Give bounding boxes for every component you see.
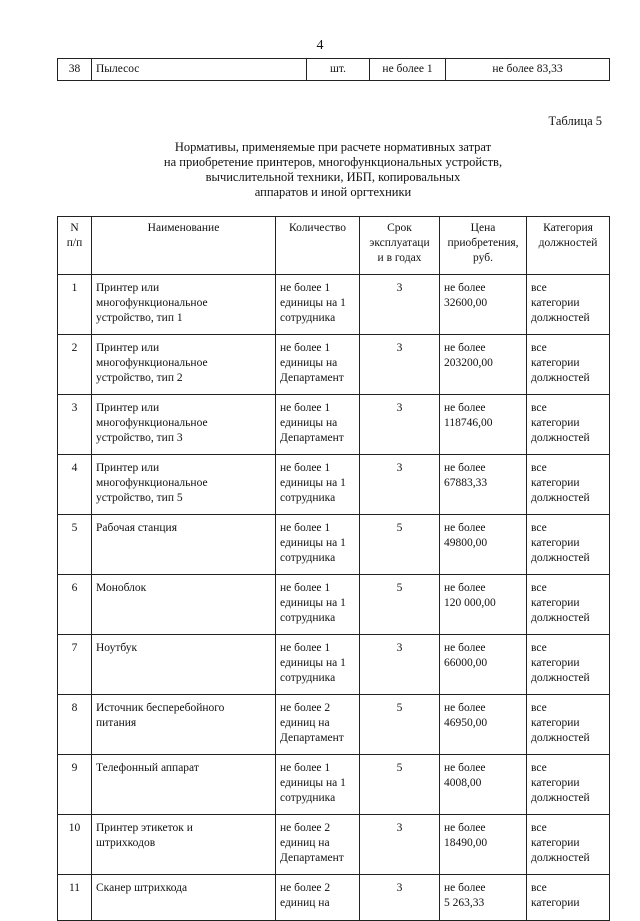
- item-price: не более 83,33: [446, 59, 610, 81]
- title-line: вычислительной техники, ИБП, копировальных: [205, 170, 461, 184]
- header-line: Срок: [387, 222, 412, 234]
- table-row: [58, 59, 610, 81]
- row-number: 5: [58, 515, 92, 575]
- item-category-line: должностей: [531, 792, 590, 804]
- header-term: [360, 217, 440, 275]
- item-term: 5: [360, 575, 440, 635]
- header-line: Наименование: [147, 222, 220, 234]
- item-category-line: должностей: [531, 432, 590, 444]
- row-number: 2: [58, 335, 92, 395]
- item-category: [527, 755, 610, 815]
- item-category-line: должностей: [531, 672, 590, 684]
- item-name: [92, 515, 276, 575]
- item-quantity-line: единицы на 1: [280, 297, 346, 309]
- item-quantity-line: не более 1: [280, 582, 331, 594]
- item-quantity-line: не более 1: [280, 282, 331, 294]
- item-category: [527, 515, 610, 575]
- item-name-line: Ноутбук: [96, 642, 138, 654]
- item-unit: шт.: [307, 59, 370, 81]
- item-name-line: устройство, тип 2: [96, 372, 183, 384]
- item-price: [440, 695, 527, 755]
- item-quantity: [276, 755, 360, 815]
- header-line: Цена: [470, 222, 496, 234]
- item-quantity-line: единицы на 1: [280, 477, 346, 489]
- title-line: на приобретение принтеров, многофункциональных устройств,: [163, 155, 503, 169]
- item-quantity: [276, 695, 360, 755]
- item-name: [92, 575, 276, 635]
- item-term: 3: [360, 455, 440, 515]
- table-header-row: [58, 217, 610, 275]
- item-name-line: Источник бесперебойного: [96, 702, 225, 714]
- item-quantity-line: единицы на: [280, 417, 338, 429]
- item-price-line: не более: [444, 762, 486, 774]
- header-line: эксплуатаци: [369, 237, 430, 249]
- row-number: 11: [58, 875, 92, 921]
- title-line: аппаратов и иной оргтехники: [254, 185, 412, 199]
- item-name: [92, 335, 276, 395]
- item-quantity-line: не более 1: [280, 522, 331, 534]
- item-name-line: Принтер или: [96, 282, 160, 294]
- item-category-line: должностей: [531, 732, 590, 744]
- header-line: приобретения,: [447, 237, 519, 249]
- item-name-line: Сканер штрихкода: [96, 882, 188, 894]
- item-quantity-line: сотрудника: [280, 792, 336, 804]
- item-name-line: многофункциональное: [96, 417, 208, 429]
- item-quantity-line: не более 1: [280, 762, 331, 774]
- item-price: [440, 335, 527, 395]
- item-price: [440, 875, 527, 921]
- header-line: Категория: [543, 222, 593, 234]
- item-category-line: категории: [531, 777, 580, 789]
- table-row: [58, 695, 610, 755]
- header-line: Количество: [289, 222, 346, 234]
- item-quantity: [276, 515, 360, 575]
- item-name: [92, 815, 276, 875]
- item-name-line: Принтер этикеток и: [96, 822, 193, 834]
- item-name: Пылесос: [92, 59, 307, 81]
- item-category-line: все: [531, 462, 547, 474]
- row-number: 38: [58, 59, 92, 81]
- item-price-line: 5 263,33: [444, 897, 485, 909]
- table-row: [58, 875, 610, 921]
- item-price-line: не более: [444, 522, 486, 534]
- item-name-line: устройство, тип 3: [96, 432, 183, 444]
- item-name: [92, 695, 276, 755]
- item-price-line: 66000,00: [444, 657, 488, 669]
- item-category: [527, 395, 610, 455]
- table-label: Таблица 5: [548, 114, 602, 128]
- header-line: должностей: [538, 237, 598, 249]
- item-price: [440, 575, 527, 635]
- item-category: [527, 695, 610, 755]
- item-name-line: Принтер или: [96, 462, 160, 474]
- item-price-line: 118746,00: [444, 417, 493, 429]
- header-line: руб.: [473, 252, 493, 264]
- item-category: [527, 875, 610, 921]
- header-quantity: [276, 217, 360, 275]
- item-quantity-line: не более 2: [280, 882, 331, 894]
- item-name: [92, 455, 276, 515]
- item-quantity: [276, 395, 360, 455]
- item-name: [92, 395, 276, 455]
- item-price-line: 120 000,00: [444, 597, 496, 609]
- item-quantity: [276, 815, 360, 875]
- item-name-line: Моноблок: [96, 582, 147, 594]
- item-price: [440, 635, 527, 695]
- item-category-line: категории: [531, 417, 580, 429]
- item-term: 3: [360, 335, 440, 395]
- item-price: [440, 815, 527, 875]
- item-price-line: 67883,33: [444, 477, 488, 489]
- row-number: 7: [58, 635, 92, 695]
- item-price-line: не более: [444, 582, 486, 594]
- item-price-line: не более: [444, 462, 486, 474]
- item-category-line: должностей: [531, 492, 590, 504]
- item-term: 5: [360, 755, 440, 815]
- item-category-line: все: [531, 702, 547, 714]
- item-quantity: [276, 455, 360, 515]
- item-quantity-line: не более 1: [280, 642, 331, 654]
- item-name: [92, 635, 276, 695]
- item-quantity-line: Департамент: [280, 432, 344, 444]
- item-category: [527, 635, 610, 695]
- row-number: 6: [58, 575, 92, 635]
- item-quantity-line: сотрудника: [280, 552, 336, 564]
- item-category-line: категории: [531, 717, 580, 729]
- item-name: [92, 875, 276, 921]
- item-name-line: многофункциональное: [96, 357, 208, 369]
- item-quantity-line: единицы на: [280, 357, 338, 369]
- item-category: [527, 455, 610, 515]
- item-name-line: питания: [96, 717, 137, 729]
- item-price: [440, 755, 527, 815]
- header-line: N: [70, 222, 79, 234]
- item-price: [440, 515, 527, 575]
- item-quantity-line: сотрудника: [280, 612, 336, 624]
- item-category: [527, 275, 610, 335]
- row-number: 9: [58, 755, 92, 815]
- item-name-line: штрихкодов: [96, 837, 156, 849]
- item-price-line: 32600,00: [444, 297, 488, 309]
- item-name-line: многофункциональное: [96, 477, 208, 489]
- item-category-line: категории: [531, 477, 580, 489]
- item-quantity-line: Департамент: [280, 732, 344, 744]
- item-category-line: все: [531, 282, 547, 294]
- table-row: [58, 515, 610, 575]
- table-row: [58, 275, 610, 335]
- header-number: [58, 217, 92, 275]
- item-quantity-line: не более 1: [280, 402, 331, 414]
- item-price-line: не более: [444, 882, 486, 894]
- table-row: [58, 575, 610, 635]
- item-term: 3: [360, 815, 440, 875]
- item-price: [440, 395, 527, 455]
- table-row: [58, 755, 610, 815]
- item-price-line: не более: [444, 702, 486, 714]
- item-quantity-line: сотрудника: [280, 492, 336, 504]
- item-category-line: категории: [531, 537, 580, 549]
- item-price-line: не более: [444, 282, 486, 294]
- item-term: 5: [360, 695, 440, 755]
- item-name-line: устройство, тип 5: [96, 492, 183, 504]
- item-quantity-line: единиц на: [280, 717, 330, 729]
- item-category-line: должностей: [531, 552, 590, 564]
- item-category-line: все: [531, 342, 547, 354]
- item-price-line: не более: [444, 402, 486, 414]
- item-category-line: должностей: [531, 852, 590, 864]
- item-price-line: 46950,00: [444, 717, 488, 729]
- item-quantity-line: единиц на: [280, 837, 330, 849]
- row-number: 8: [58, 695, 92, 755]
- item-quantity-line: единицы на 1: [280, 597, 346, 609]
- item-quantity: [276, 275, 360, 335]
- item-category-line: все: [531, 402, 547, 414]
- item-price-line: не более: [444, 822, 486, 834]
- item-category-line: категории: [531, 357, 580, 369]
- item-name-line: Принтер или: [96, 402, 160, 414]
- norms-table: [57, 216, 610, 921]
- item-term: 3: [360, 275, 440, 335]
- item-name-line: Рабочая станция: [96, 522, 177, 534]
- item-quantity-line: Департамент: [280, 372, 344, 384]
- item-price-line: 4008,00: [444, 777, 482, 789]
- item-price-line: 18490,00: [444, 837, 488, 849]
- item-name-line: Телефонный аппарат: [96, 762, 199, 774]
- previous-table-continuation: [57, 58, 610, 81]
- item-name: [92, 275, 276, 335]
- page-number: 4: [316, 38, 324, 53]
- item-quantity-line: единицы на 1: [280, 657, 346, 669]
- row-number: 4: [58, 455, 92, 515]
- item-quantity: [276, 875, 360, 921]
- item-category-line: должностей: [531, 372, 590, 384]
- item-price: [440, 275, 527, 335]
- item-category-line: все: [531, 642, 547, 654]
- item-quantity-line: единицы на 1: [280, 537, 346, 549]
- header-name: [92, 217, 276, 275]
- item-category-line: все: [531, 522, 547, 534]
- item-category-line: категории: [531, 657, 580, 669]
- item-quantity-line: сотрудника: [280, 672, 336, 684]
- item-quantity: [276, 635, 360, 695]
- item-price-line: 203200,00: [444, 357, 493, 369]
- item-category-line: все: [531, 882, 547, 894]
- table-row: [58, 455, 610, 515]
- item-category-line: должностей: [531, 312, 590, 324]
- row-number: 10: [58, 815, 92, 875]
- item-category-line: категории: [531, 297, 580, 309]
- item-price: [440, 455, 527, 515]
- item-category-line: все: [531, 822, 547, 834]
- item-term: 5: [360, 515, 440, 575]
- item-quantity-line: единиц на: [280, 897, 330, 909]
- item-quantity-line: не более 1: [280, 462, 331, 474]
- header-line: и в годах: [377, 252, 422, 264]
- item-name-line: Принтер или: [96, 342, 160, 354]
- row-number: 3: [58, 395, 92, 455]
- item-category: [527, 575, 610, 635]
- item-category: [527, 815, 610, 875]
- item-price-line: 49800,00: [444, 537, 488, 549]
- table-row: [58, 335, 610, 395]
- header-line: п/п: [66, 237, 83, 249]
- item-name-line: многофункциональное: [96, 297, 208, 309]
- item-category: [527, 335, 610, 395]
- item-quantity-line: не более 2: [280, 822, 331, 834]
- table-row: [58, 395, 610, 455]
- table-row: [58, 815, 610, 875]
- row-number: 1: [58, 275, 92, 335]
- item-category-line: категории: [531, 837, 580, 849]
- item-quantity: [276, 575, 360, 635]
- item-quantity-line: не более 2: [280, 702, 331, 714]
- item-category-line: категории: [531, 897, 580, 909]
- table-body: [58, 275, 610, 921]
- header-category: [527, 217, 610, 275]
- item-price-line: не более: [444, 342, 486, 354]
- item-term: 3: [360, 395, 440, 455]
- item-quantity: [276, 335, 360, 395]
- item-category-line: категории: [531, 597, 580, 609]
- item-name: [92, 755, 276, 815]
- item-term: 3: [360, 875, 440, 921]
- table-title: [100, 140, 566, 200]
- table-row: [58, 635, 610, 695]
- title-line: Нормативы, применяемые при расчете нормативных затрат: [174, 140, 492, 154]
- item-quantity-line: сотрудника: [280, 312, 336, 324]
- item-name-line: устройство, тип 1: [96, 312, 183, 324]
- item-quantity: не более 1: [370, 59, 446, 81]
- item-category-line: все: [531, 582, 547, 594]
- item-quantity-line: единицы на 1: [280, 777, 346, 789]
- item-quantity-line: Департамент: [280, 852, 344, 864]
- header-price: [440, 217, 527, 275]
- item-price-line: не более: [444, 642, 486, 654]
- item-term: 3: [360, 635, 440, 695]
- item-quantity-line: не более 1: [280, 342, 331, 354]
- item-category-line: должностей: [531, 612, 590, 624]
- item-category-line: все: [531, 762, 547, 774]
